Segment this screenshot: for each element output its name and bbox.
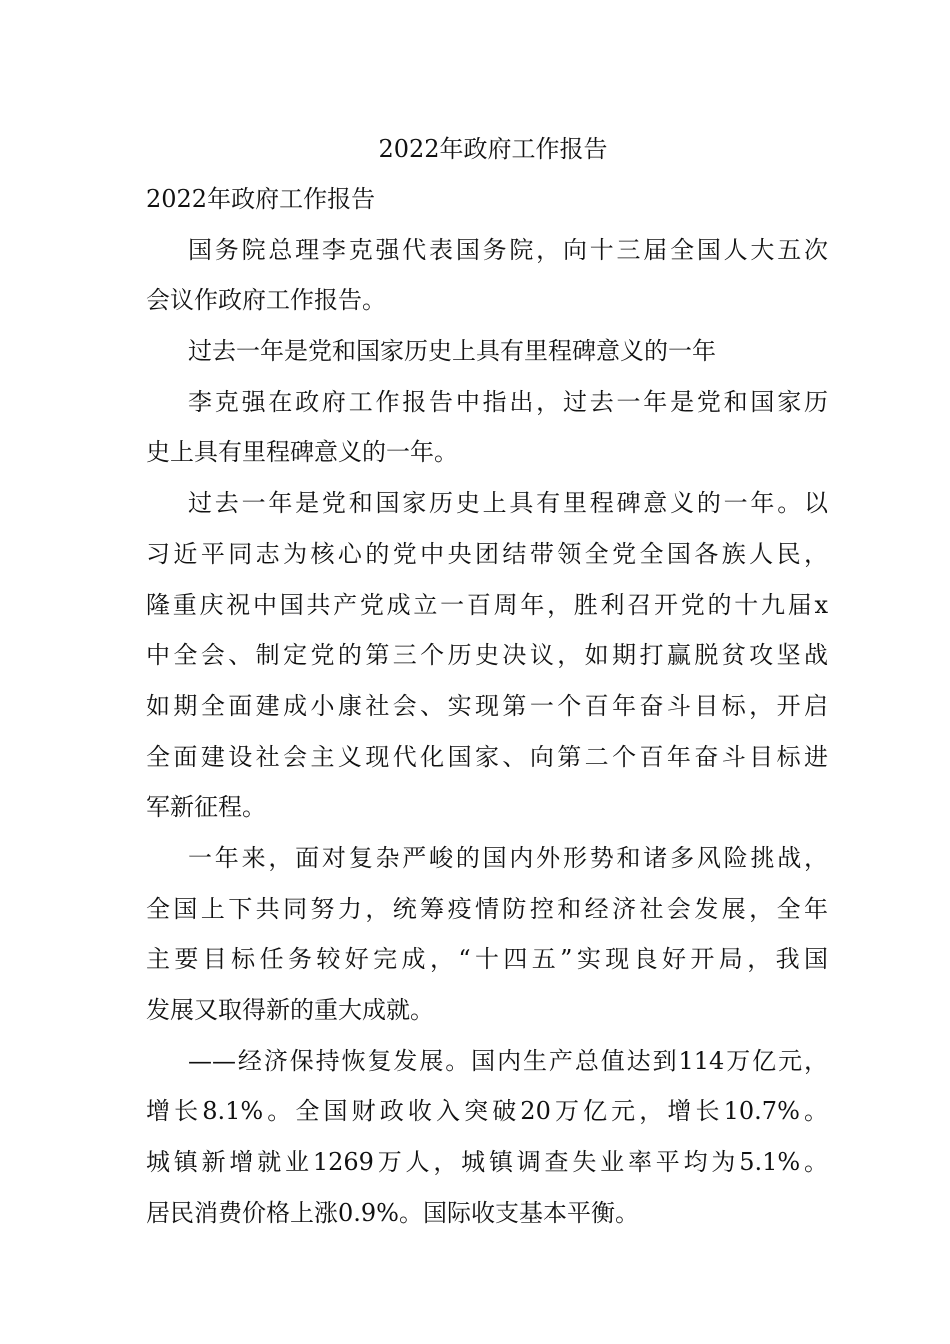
paragraph-line: 国务院总理李克强代表国务院，向十三届全国人大五次 — [188, 235, 828, 264]
paragraph-line: 全国上下共同努力，统筹疫情防控和经济社会发展，全年 — [146, 894, 828, 923]
paragraph-line: 史上具有里程碑意义的一年。 — [146, 438, 458, 467]
section-heading: 过去一年是党和国家历史上具有里程碑意义的一年 — [188, 337, 716, 366]
paragraph-line: ——经济保持恢复发展。国内生产总值达到114万亿元， — [188, 1046, 828, 1075]
paragraph-line: 如期全面建成小康社会、实现第一个百年奋斗目标，开启 — [146, 691, 828, 720]
paragraph-line: 习近平同志为核心的党中央团结带领全党全国各族人民， — [146, 539, 828, 568]
paragraph-line: 隆重庆祝中国共产党成立一百周年，胜利召开党的十九届x — [146, 590, 828, 619]
paragraph-line: 李克强在政府工作报告中指出，过去一年是党和国家历 — [188, 387, 828, 416]
subtitle-line: 2022年政府工作报告 — [146, 185, 376, 213]
paragraph-line: 会议作政府工作报告。 — [146, 286, 386, 315]
paragraph-line: 军新征程。 — [146, 793, 266, 822]
paragraph-line: 全面建设社会主义现代化国家、向第二个百年奋斗目标进 — [146, 742, 828, 771]
paragraph-line: 主要目标任务较好完成，“十四五”实现良好开局，我国 — [146, 945, 828, 974]
paragraph-line: 中全会、制定党的第三个历史决议，如期打赢脱贫攻坚战 — [146, 641, 828, 670]
paragraph-line: 一年来，面对复杂严峻的国内外形势和诸多风险挑战， — [188, 843, 828, 872]
paragraph-line: 过去一年是党和国家历史上具有里程碑意义的一年。以 — [188, 489, 828, 518]
paragraph-line: 城镇新增就业1269万人，城镇调查失业率平均为5.1%。 — [146, 1148, 828, 1177]
document-body — [146, 124, 828, 1238]
paragraph-line: 居民消费价格上涨0.9%。国际收支基本平衡。 — [146, 1198, 639, 1227]
paragraph-line: 发展又取得新的重大成就。 — [146, 996, 434, 1024]
document-title: 2022年政府工作报告 — [378, 135, 608, 163]
paragraph-line: 增长8.1%。全国财政收入突破20万亿元，增长10.7%。 — [146, 1097, 828, 1126]
